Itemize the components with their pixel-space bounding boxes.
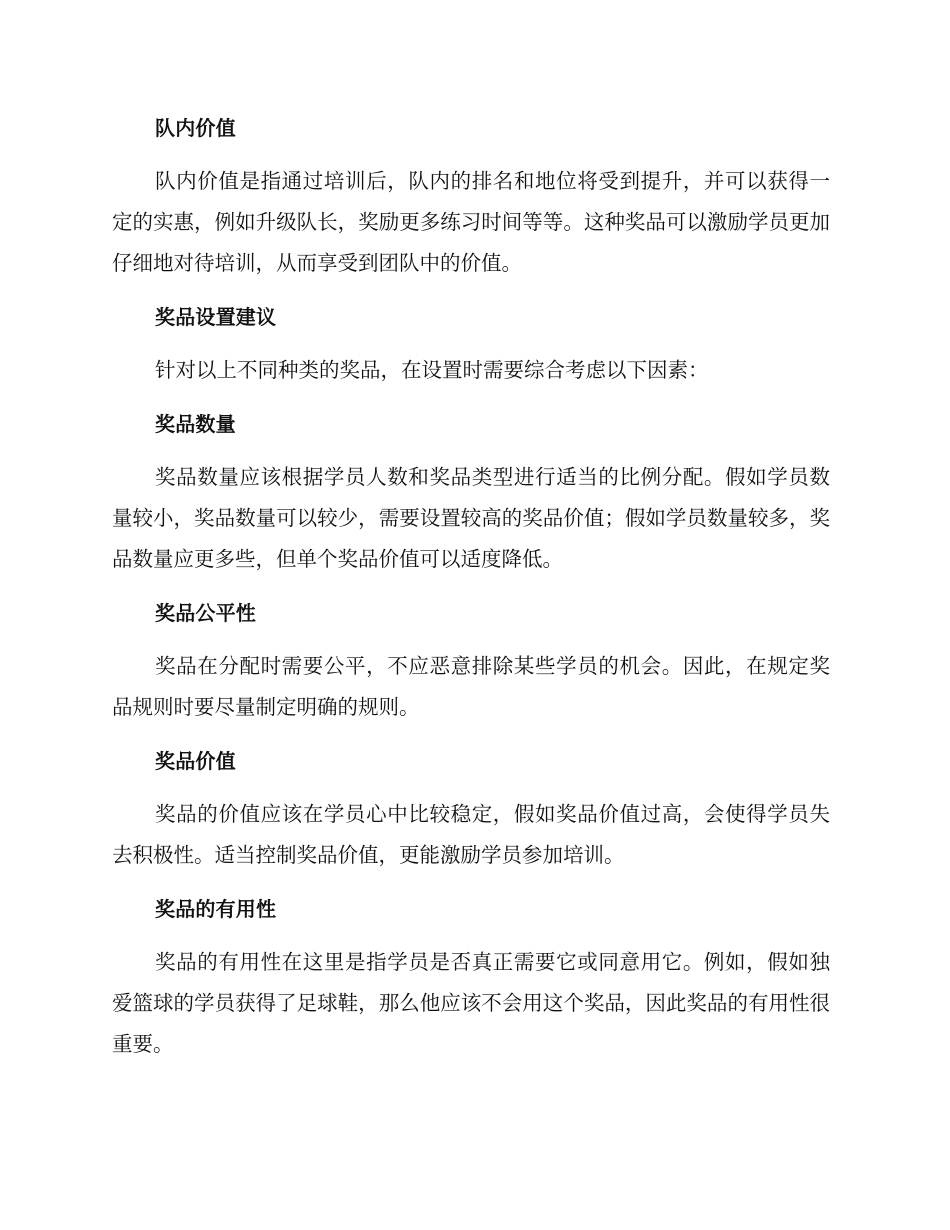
section-body-team-value: 队内价值是指通过培训后，队内的排名和地位将受到提升，并可以获得一定的实惠，例如升级队长，奖励更多练习时间等等。这种奖品可以激励学员更加仔细地对待培训，从而享受到团队中的价值。 [112,169,830,275]
section-body-prize-quantity: 奖品数量应该根据学员人数和奖品类型进行适当的比例分配。假如学员数量较小，奖品数量可以较少，需要设置较高的奖品价值；假如学员数量较多，奖品数量应更多些，但单个奖品价值可以适度降低。 [112,465,830,571]
section-body-prize-value: 奖品的价值应该在学员心中比较稳定，假如奖品价值过高，会使得学员失去积极性。适当控制奖品价值，更能激励学员参加培训。 [112,802,830,867]
section-heading-prize-suggestions: 奖品设置建议 [155,305,277,329]
section-heading-prize-quantity: 奖品数量 [155,412,236,436]
section-body-prize-fairness: 奖品在分配时需要公平，不应恶意排除某些学员的机会。因此，在规定奖品规则时要尽量制定明确的规则。 [112,654,830,719]
document-page [112,108,830,1065]
section-body-prize-suggestions: 针对以上不同种类的奖品，在设置时需要综合考虑以下因素： [155,358,709,382]
section-heading-team-value: 队内价值 [155,116,236,140]
section-heading-prize-usefulness: 奖品的有用性 [155,897,277,921]
section-heading-prize-fairness: 奖品公平性 [155,601,256,625]
section-body-prize-usefulness: 奖品的有用性在这里是指学员是否真正需要它或同意用它。例如，假如独爱篮球的学员获得了足球鞋，那么他应该不会用这个奖品，因此奖品的有用性很重要。 [112,950,830,1056]
section-heading-prize-value: 奖品价值 [155,749,236,773]
